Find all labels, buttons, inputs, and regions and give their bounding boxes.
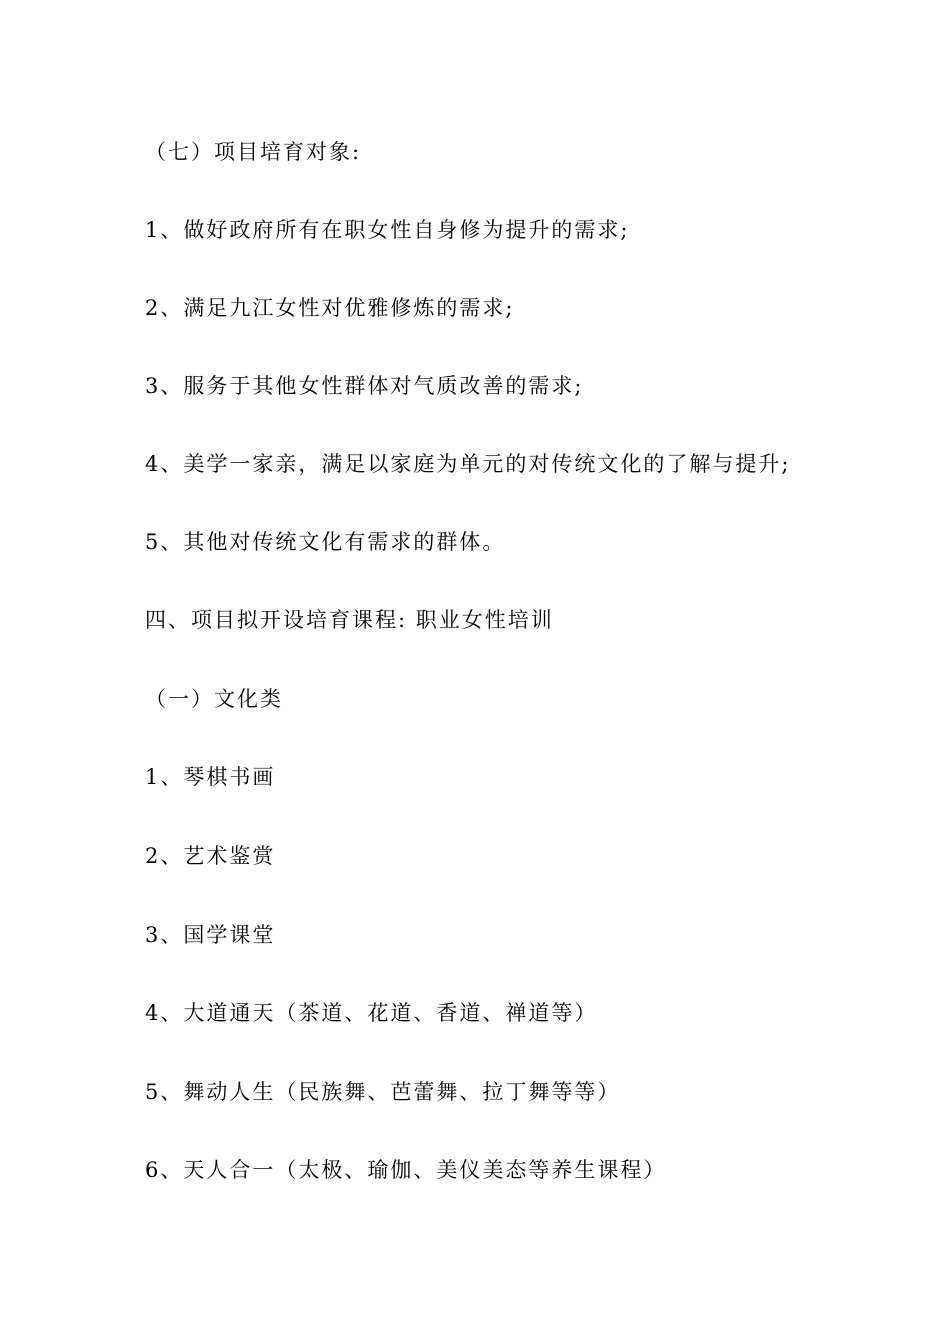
list-item: 5、舞动人生（民族舞、芭蕾舞、拉丁舞等等）: [145, 1080, 621, 1104]
subsection-heading-culture: （一）文化类: [145, 687, 283, 711]
list-item: 5、其他对传统文化有需求的群体。: [145, 530, 506, 554]
list-item: 2、满足九江女性对优雅修炼的需求;: [145, 296, 515, 320]
list-item: 2、艺术鉴赏: [145, 844, 276, 868]
list-item: 3、服务于其他女性群体对气质改善的需求;: [145, 374, 584, 398]
list-item: 3、国学课堂: [145, 923, 276, 947]
section-heading-4-courses: 四、项目拟开设培育课程: 职业女性培训: [145, 608, 554, 632]
list-item: 6、天人合一（太极、瑜伽、美仪美态等养生课程）: [145, 1158, 667, 1182]
list-item: 1、做好政府所有在职女性自身修为提升的需求;: [145, 218, 630, 242]
list-item: 4、大道通天（茶道、花道、香道、禅道等）: [145, 1001, 598, 1025]
list-item: 4、美学一家亲，满足以家庭为单元的对传统文化的了解与提升;: [145, 452, 791, 476]
list-item: 1、琴棋书画: [145, 765, 276, 789]
section-heading-7-target-audience: （七）项目培育对象:: [145, 140, 362, 164]
